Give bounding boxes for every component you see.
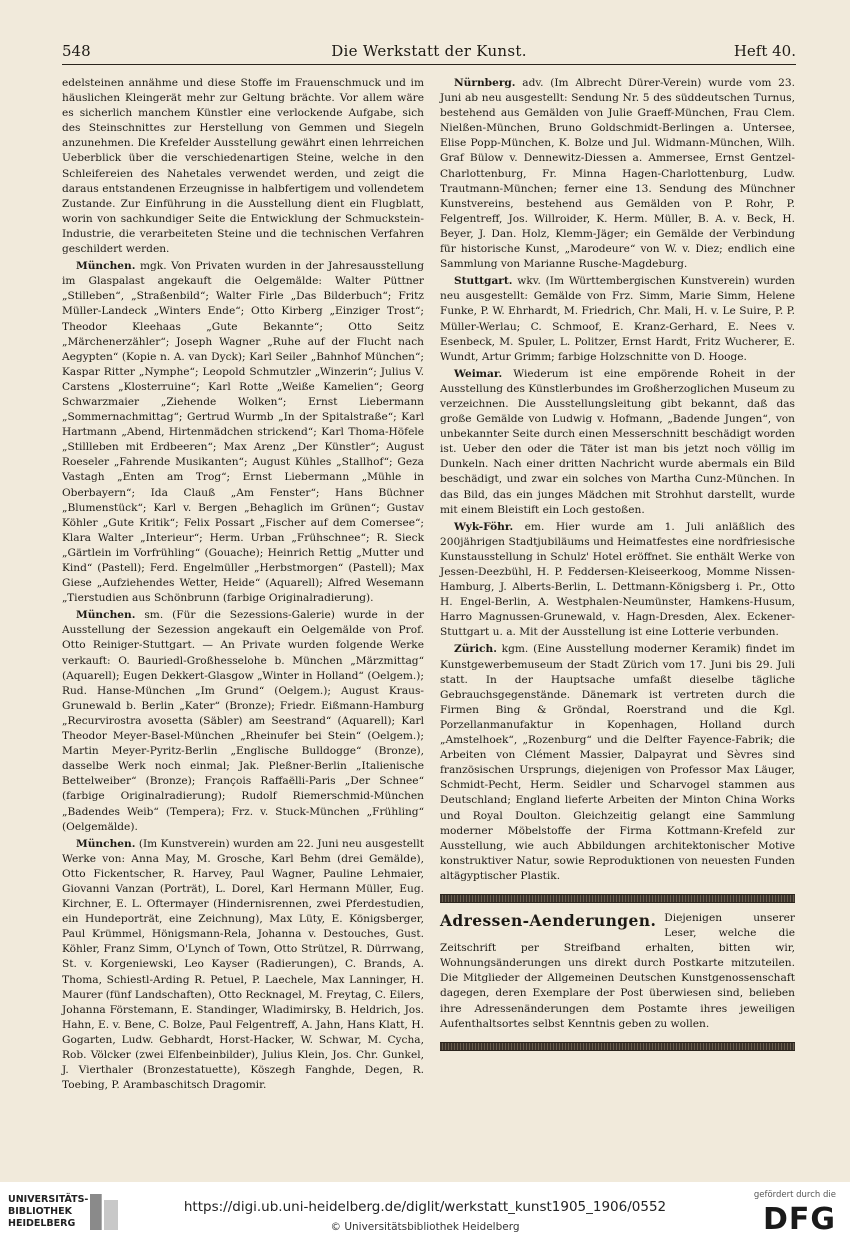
article-paragraph xyxy=(62,76,424,257)
right-column xyxy=(440,76,795,1059)
permalink[interactable]: https://digi.ub.uni-heidelberg.de/diglit/werkstatt_kunst1905_1906/0552 xyxy=(183,1199,667,1215)
library-name-line: BIBLIOTHEK xyxy=(8,1206,72,1217)
library-name-line: UNIVERSITÄTS- xyxy=(8,1194,89,1205)
article-paragraph xyxy=(440,642,795,884)
library-name-line: HEIDELBERG xyxy=(8,1218,76,1229)
paragraph-text: edelsteinen annähme und diese Stoffe im Frauenschmuck und im häuslichen Kleingerät mehr zur Geltung brächte. Vor allem wäre es sicherlich manchem Künstler eine verlockende Aufgabe, sich des Steinschnittes zur Herstellung von Gemmen und Siegeln anzunehmen. Die Krefelder Ausstellung gewährt einen lehrreichen Ueberblick über die verschiedenartigen Steine, welche in den Schleifereien des Nahetales verwendet werden, und zeigt die daraus entstandenen Erzeugnisse in halbfertigem und vollendetem Zustande. Zur Einführung in die Ausstellung dient ein Flugblatt, worin von sachkundiger Seite die Entwicklung der Schmuckstein-Industrie, die verarbeiteten Steine und die technischen Verfahren geschildert werden. xyxy=(62,77,424,256)
paragraph-text: adv. (Im Albrecht Dürer-Verein) wurde vom 23. Juni ab neu ausgestellt: Sendung Nr. 5 des süddeutschen Turnus, bestehend aus Gemälden von Julie Graeff-München, Frau Clem. Nielßen-München, Bruno Goldschmidt-Berlingen a. Untersee, Elise Popp-München, K. Bolze und Jul. Widmann-München, Wilh. Graf Bülow v. Dennewitz-Diessen a. Ammersee, Ernst Gentzel-Charlottenburg, Fr. Minna Hagen-Charlottenburg, Ludw. Trautmann-München; ferner eine 13. Sendung des Münchner Kunstvereins, bestehend aus Gemälden von P. Rohr, P. Felgentreff, Jos. Willroider, K. Herm. Müller, B. A. v. Beck, H. Beyer, J. Dan. Holz, Klemm-Jäger; ein Gemälde der Verbindung für historische Kunst, „Marodeure“ von W. v. Diez; endlich eine Sammlung von Marianne Rusche-Magdeburg. xyxy=(440,77,795,271)
article-paragraph xyxy=(62,259,424,606)
city-heading: München. xyxy=(76,260,136,273)
dfg-logo[interactable]: DFG xyxy=(762,1202,836,1237)
city-heading: Wyk-Föhr. xyxy=(454,520,514,533)
article-paragraph xyxy=(62,608,424,834)
city-heading: München. xyxy=(76,837,136,850)
city-heading: Zürich. xyxy=(454,643,497,656)
paragraph-text: em. Hier wurde am 1. Juli anläßlich des 200jährigen Stadtjubiläums und Heimatfestes eine nordfriesische Kunstausstellung in Schulz' Hotel eröffnet. Sie enthält Werke von Jessen-Deezbühl, H. P. Feddersen-Kleiseerkoog, Momme Nissen-Hamburg, J. Alberts-Berlin, L. Dettmann-Königsberg i. Pr., Otto H. Engel-Berlin, A. Westphalen-Neumünster, Hamkens-Husum, Harro Magnussen-Grunewald, v. Hagn-Dresden, Alex. Eckener-Stuttgart u. a. Mit der Ausstellung ist eine Lotterie verbunden. xyxy=(440,520,795,639)
paragraph-text: sm. (Für die Sezessions-Galerie) wurde in der Ausstellung der Sezession angekauft ein Oelgemälde von Prof. Otto Reiniger-Stuttgart. — An Private wurden folgende Werke verkauft: O. Bauriedl-Großhesselohe b. München „Märzmittag“ (Aquarell); Eugen Dekkert-Glasgow „Winter in Holland“ (Oelgem.); Rud. Hanse-München „Im Grund“ (Oelgem.); August Kraus-Grunewald b. Berlin „Kater“ (Bronze); Friedr. Eißmann-Hamburg „Recurvirostra avosetta (Säbler) am Seestrand“ (Aquarell); Karl Theodor Meyer-Basel-München „Rheinufer bei Stein“ (Oelgem.); Martin Meyer-Pyritz-Berlin „Englische Bulldogge“ (Bronze), dasselbe Werk noch einmal; Jak. Pleßner-Berlin „Italienische Bettelweiber“ (Bronze); François Raffaëlli-Paris „Der Schnee“ (farbige Originalradierung); Rudolf Riemerschmid-München „Badendes Weib“ (Tempera); Frz. v. Stuck-München „Frühling“ (Oelgemälde). xyxy=(62,609,424,833)
page-number: 548 xyxy=(62,42,91,60)
running-title: Die Werkstatt der Kunst. xyxy=(331,42,527,60)
paragraph-text: Wiederum ist eine empörende Roheit in der Ausstellung des Künstlerbundes im Großherzoglichen Museum zu verzeichnen. Die Ausstellungsleitung gibt bekannt, daß das große Gemälde von Ludwig v. Hofmann, „Badende Jungen“, von unbekannter Seite durch einen Messerschnitt beschädigt worden ist. Ueber den oder die Täter ist man bis jetzt noch völlig im Dunkeln. Nach einer dritten Nachricht wurde abermals ein Bild beschädigt, und zwar ein solches von Martha Cunz-München. In das Bild, das ein junges Mädchen mit Strohhut darstellt, wurde mit einem Bleistift ein Loch gestoßen. xyxy=(440,367,796,516)
paragraph-text: (Im Kunstverein) wurden am 22. Juni neu ausgestellt Werke von: Anna May, M. Grosche, Karl Behm (drei Gemälde), Otto Fickentscher, R. Harvey, Paul Wagner, Pauline Lehmaier, Giovanni Vanzan (Porträt), L. Dorel, Karl Hermann Müller, Eug. Kirchner, E. L. Oftermayer (Hindernisrennen, zwei Pferdestudien, ein Hundeporträt, eine Zeichnung), Max Lüty, E. Königsberger, Paul Krümmel, Hönigsmann-Rela, Johanna v. Destouches, Gust. Köhler, Franz Simm, O'Lynch of Town, Otto Strützel, R. Dürrwang, St. v. Korgeniewski, Leo Kayser (Radierungen), C. Brands, A. Thoma, Schiestl-Arding R. Petuel, P. Laechele, Max Lanninger, H. Maurer (fünf Landschaften), Otto Recknagel, M. Freytag, C. Eilers, Johanna Förstemann, E. Standinger, Wladimirsky, B. Heldrich, Jos. Hahn, E. v. Bene, C. Bolze, Paul Felgentreff, A. Jahn, Hans Klatt, H. Gogarten, Ludw. Gebhardt, Horst-Hacker, W. Schwar, M. Cycha, Rob. Völcker (zwei Elfenbeinbilder), Julius Klein, Jos. Chr. Gunkel, J. Vierthaler (Bronzestatuette), Köszegh Fanghde, Degen, R. Toebing, P. Arambaschitsch Dragomir. xyxy=(62,837,424,1092)
city-heading: Nürnberg. xyxy=(454,77,516,89)
digitization-footer xyxy=(0,1182,850,1250)
article-paragraph xyxy=(62,837,424,1094)
left-column xyxy=(62,76,424,1095)
article-paragraph xyxy=(440,520,795,641)
city-heading: Stuttgart. xyxy=(454,275,513,288)
funder-note: gefördert durch die xyxy=(753,1190,836,1200)
paragraph-text: wkv. (Im Württembergischen Kunstverein) wurden neu ausgestellt: Gemälde von Frz. Simm, Marie Simm, Helene Funke, P. W. Ehrhardt, M. Friedrich, Chr. Mali, H. v. Le Suire, P. P. Müller-Werlau; C. Schmoof, E. Kranz-Gerhard, E. Nees v. Esenbeck, M. Spuler, L. Politzer, Ernst Hardt, Fritz Wucherer, E. Wundt, Artur Grimm; farbige Holzschnitte von D. Hooge. xyxy=(440,275,795,363)
ornamental-rule xyxy=(440,894,795,903)
notice-heading: Adressen-Aenderungen. xyxy=(440,910,657,930)
article-paragraph xyxy=(440,274,795,365)
ornamental-rule xyxy=(440,1042,795,1051)
article-paragraph xyxy=(440,76,795,272)
paragraph-text: kgm. (Eine Ausstellung moderner Keramik) findet im Kunstgewerbemuseum der Stadt Zürich vom 17. Juni bis 29. Juli statt. In der Hauptsache umfaßt dieselbe tägliche Gebrauchsgegenstände. Dänemark ist vertreten durch die Firmen Bing & Gröndal, Roerstrand und die Kgl. Porzellanmanufaktur in Kopenhagen, Holland durch „Amstelhoek“, „Rozenburg“ und die Delfter Fayence-Fabrik; die Arbeiten von Clément Massier, Dalpayrat und Sèvres sind französischen Ursprungs, diejenigen von Professor Max Läuger, Schmidt-Pecht, Herm. Seidler und Scharvogel stammen aus Deutschland; England lieferte Arbeiten der Minton China Works und Royal Doulton. Gleichzeitig gelangt eine Sammlung moderner Möbelstoffe der Firma Kottmann-Krefeld zur Ausstellung, wie auch Abbildungen architektonischer Motive konstruktiver Natur, sowie Reproduktionen von neuesten Funden altägyptischer Plastik. xyxy=(440,643,795,882)
copyright-notice: © Universitätsbibliothek Heidelberg xyxy=(330,1221,520,1233)
page-header xyxy=(62,40,796,65)
notice-text: Diejenigen unserer Leser, welche die Zeitschrift per Streifband erhalten, bitten wir, Wohnungsänderungen uns direkt durch Postkarte mitzuteilen. Die Mitglieder der Allgemeinen Deutschen Kunstgenossenschaft dagegen, deren Exemplare der Post überwiesen sind, belieben ihre Adressenänderungen dem Postamte ihres jeweiligen Aufenthaltsortes selbst Kenntnis geben zu wollen. xyxy=(440,911,795,1030)
city-heading: Weimar. xyxy=(454,367,503,380)
address-change-notice xyxy=(440,911,795,1032)
article-paragraph xyxy=(440,367,795,518)
paragraph-text: mgk. Von Privaten wurden in der Jahresausstellung im Glaspalast angekauft die Oelgemälde: Walter Püttner „Stilleben“, „Straßenbild“; Walter Firle „Das Bilderbuch“; Fritz Müller-Landeck „Winters Ende“; Otto Kirberg „Einziger Trost“; Theodor Kleehaas „Gute Bekannte“; Otto Seitz „Märchenerzähler“; Joseph Wagner „Ruhe auf der Flucht nach Aegypten“ (Kopie n. A. van Dyck); Karl Seiler „Bahnhof München“; Kaspar Ritter „Nymphe“; Leopold Schmutzler „Winzerin“; Julius V. Carstens „Klosterruine“; Karl Rotte „Weiße Kamelien“; Georg Schwarzmaier „Ziehende Wolken“; Ernst Liebermann „Sommernachmittag“; Gertrud Wurmb „In der Spitalstraße“; Karl Hartmann „Abend, Hirtenmädchen strickend“; Karl Thoma-Höfele „Stillleben mit Erdbeeren“; Max Arenz „Der Künstler“; August Roeseler „Fahrende Musikanten“; August Kühles „Stallhof“; Geza Vastagh „Enten am Trog“; Ernst Liebermann „Mühle in Oberbayern“; Ida Clauß „Am Fenster“; Hans Büchner „Blumenstück“; Karl v. Bergen „Behaglich im Grünen“; Gustav Köhler „Gute Kritik“; Felix Possart „Fischer auf dem Comersee“; Klara Walter „Interieur“; Herm. Urban „Frühschnee“; R. Sieck „Gärtlein im Vorfrühling“ (Gouache); Heinrich Rettig „Mutter und Kind“ (Pastell); Ferd. Engelmüller „Herbstmorgen“ (Pastell); Max Giese „Aufziehendes Wetter, Heide“ (Aquarell); Alfred Wesemann „Tierstudien aus Schönbrunn (farbige Originalradierung). xyxy=(62,260,424,605)
city-heading: München. xyxy=(76,609,136,622)
issue-number: Heft 40. xyxy=(733,42,796,60)
